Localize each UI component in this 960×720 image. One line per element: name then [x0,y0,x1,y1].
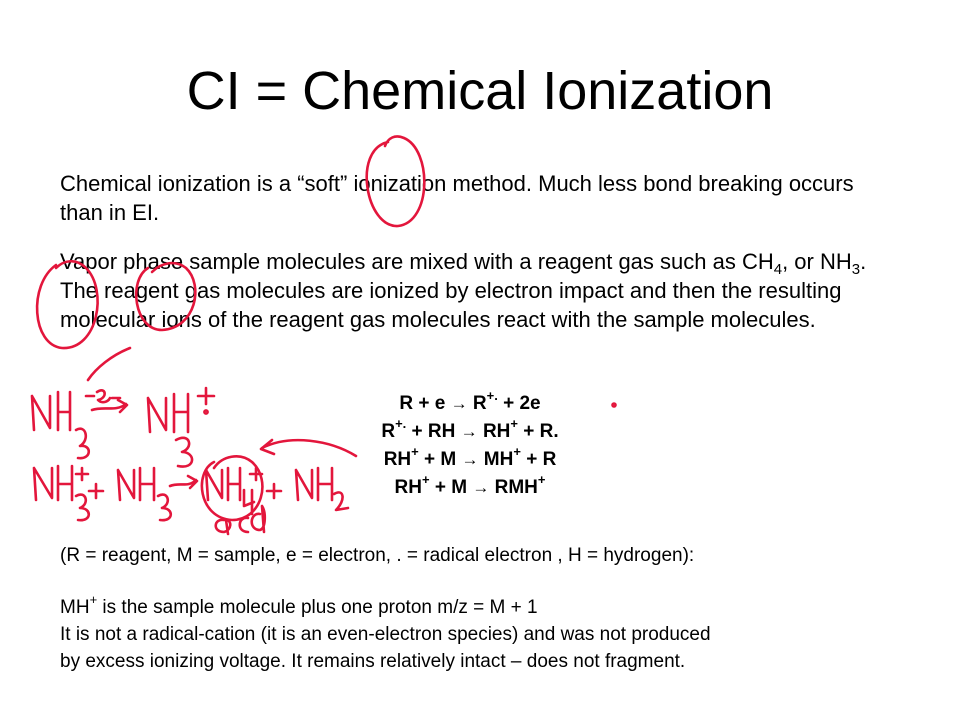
eq2-lhs-tail: + RH [406,421,456,442]
eq1-rhs: R [472,393,487,414]
slide-title: CI = Chemical Ionization [186,61,774,121]
mh-text: is the sample molecule plus one proton m/z = M + 1 [97,597,538,618]
eq3-rhs-charge: + [513,444,521,459]
para2-part-a: Vapor phase sample molecules are mixed with a reagent gas such as CH [60,249,774,274]
eq1-rhs-charge: +. [486,388,498,403]
nh3-pointer-icon [88,348,130,380]
arrow-icon: → [472,478,490,497]
handwritten-line-1-icon [32,388,214,467]
arrow-icon: → [461,450,479,469]
reaction-equations [300,390,640,502]
equation-1 [300,390,640,418]
eq2-rhs-tail: + R. [518,421,559,442]
ch4-subscript: 4 [773,261,783,278]
nh4-circle-icon [202,456,263,520]
eq1-lhs: R + e [399,393,446,414]
equation-3 [300,446,640,474]
eq4-rhs: RMH [494,477,538,498]
eq3-lhs-tail: + M [418,449,457,470]
eq2-rhs: RH [482,421,511,442]
para2-part-b: , or NH [782,249,852,274]
arrow-icon: → [460,422,478,441]
eq4-lhs-tail: + M [429,477,468,498]
eq3-lhs: RH [383,449,412,470]
acid-label-icon [216,506,265,534]
paragraph-vapor-phase [60,247,900,334]
mh-definition [60,594,920,621]
equation-4 [300,474,640,502]
symbol-legend: (R = reagent, M = sample, e = electron, . = radical electron , H = hydrogen): [60,545,695,566]
eq1-rhs-tail: + 2e [497,393,541,414]
nh3-subscript: 3 [851,261,861,278]
mh-charge: + [89,592,98,607]
eq2-rhs-charge: + [510,416,518,431]
eq2-lhs: R [381,421,396,442]
para2-part-c: . The reagent gas molecules are ionized by electron impact and then the resulting molecular ions of the reagent gas molecules react with the sample molecules. [60,249,867,332]
eq4-lhs: RH [394,477,422,498]
eq4-rhs-charge: + [537,472,546,487]
mh-label: MH [60,597,90,618]
eq2-lhs-charge: +. [395,416,407,431]
equation-2 [300,418,640,446]
not-radical-line-1: It is not a radical-cation (it is an even-electron species) and was not produced [60,624,711,645]
eq3-lhs-charge: + [411,444,419,459]
eq3-rhs: MH [483,449,514,470]
eq4-lhs-charge: + [421,472,430,487]
arrow-icon: → [450,394,468,413]
not-radical-line-2: by excess ionizing voltage. It remains relatively intact – does not fragment. [60,651,686,672]
eq3-rhs-tail: + R [520,449,557,470]
paragraph-soft-ionization: Chemical ionization is a “soft” ionization method. Much less bond breaking occurs than in EI. [60,171,854,225]
